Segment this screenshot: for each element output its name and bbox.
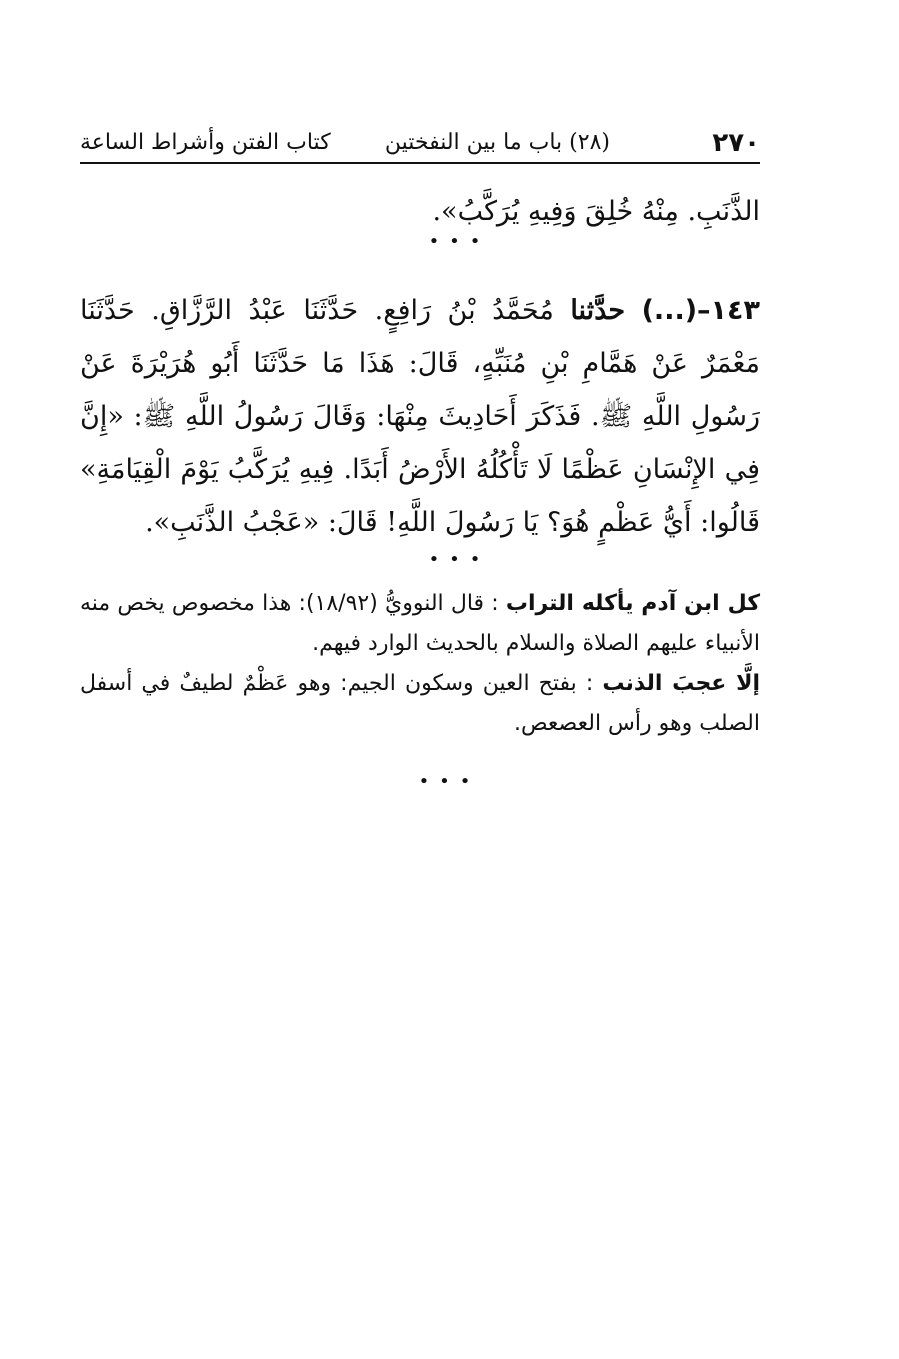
footnote-text: : قال النوويُّ (١٨/٩٢): هذا مخصوص يخص منه الأنبياء عليهم الصلاة والسلام بالحديث الوارد فيهم. <box>80 591 760 656</box>
book-title: كتاب الفتن وأشراط الساعة <box>80 130 331 155</box>
page-header <box>80 128 760 164</box>
chapter-title: (٢٨) باب ما بين النفختين <box>384 130 610 155</box>
hadith-narration-word: حدَّثنا <box>570 295 626 326</box>
footnotes <box>80 584 760 744</box>
footnote <box>80 584 760 664</box>
section-separator: ••• <box>428 549 491 570</box>
page-number: ٢٧٠ <box>712 128 760 158</box>
footnote <box>80 664 760 744</box>
footnote-text: : بفتح العين وسكون الجيم: وهو عَظْمٌ لطيفٌ في أسفل الصلب وهو رأس العصعص. <box>80 671 760 736</box>
section-separator: ••• <box>418 771 481 792</box>
hadith-reference: –(...) <box>641 295 711 326</box>
hadith-text <box>80 284 760 549</box>
section-separator: ••• <box>428 231 491 252</box>
footnote-term: إلَّا عجبَ الذنب <box>602 671 760 696</box>
previous-hadith-ending: الذَّنَبِ. مِنْهُ خُلِقَ وَفِيهِ يُرَكَّبُ». <box>432 196 760 227</box>
hadith-body: مُحَمَّدُ بْنُ رَافِعٍ. حَدَّثَنَا عَبْدُ الرَّزَّاقِ. حَدَّثَنَا مَعْمَرٌ عَنْ هَمَّامِ بْنِ مُنَبِّهٍ، قَالَ: هَذَا مَا حَدَّثَنَا أَبُو هُرَيْرَةَ عَنْ رَسُولِ اللَّهِ ﷺ. فَذَكَرَ أَحَادِيثَ مِنْهَا: وَقَالَ رَسُولُ اللَّهِ ﷺ: «إِنَّ فِي الإِنْسَانِ عَظْمًا لَا تَأْكُلُهُ الأَرْضُ أَبَدًا. فِيهِ يُرَكَّبُ يَوْمَ الْقِيَامَةِ» قَالُوا: أَيُّ عَظْمٍ هُوَ؟ يَا رَسُولَ اللَّهِ! قَالَ: «عَجْبُ الذَّنَبِ». <box>80 295 760 538</box>
hadith-number: ١٤٣ <box>710 295 760 326</box>
footnote-term: كل ابن آدم يأكله التراب <box>505 591 760 616</box>
